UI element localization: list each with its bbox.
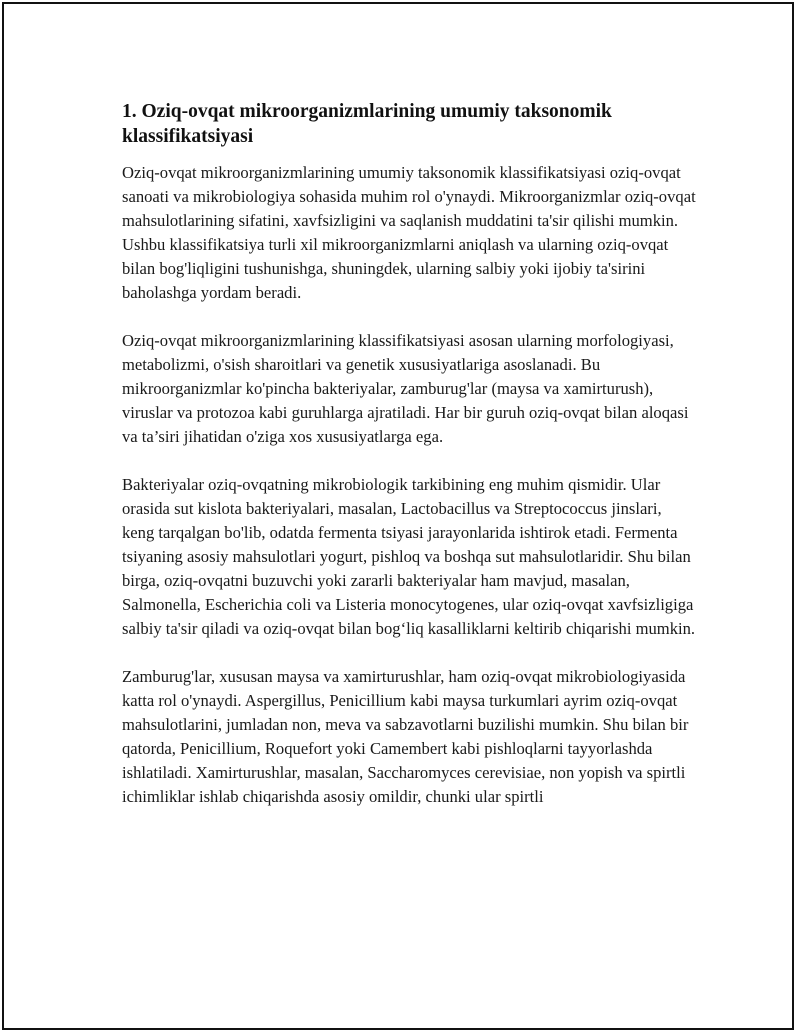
paragraph-1: Oziq-ovqat mikroorganizmlarining umumiy taksonomik klassifikatsiyasi oziq-ovqat sanoati va mikrobiologiya sohasida muhim rol o'ynaydi. Mikroorganizmlar oziq-ovqat mahsulotlarining sifatini, xavfsizligini va saqlanish muddatini ta'sir qilishi mumkin. Ushbu klassifikatsiya turli xil mikroorganizmlarni aniqlash va ularning oziq-ovqat bilan bog'liqligini tushunishga, shuningdek, ularning salbiy yoki ijobiy ta'sirini baholashga yordam beradi. — [122, 163, 696, 302]
paragraph-3: Bakteriyalar oziq-ovqatning mikrobiologik tarkibining eng muhim qismidir. Ular orasida sut kislota bakteriyalari, masalan, Lactobacillus va Streptococcus jinslari, keng tarqalgan bo'lib, odatda fermenta tsiyasi jarayonlarida ishtirok etadi. Fermenta tsiyaning asosiy mahsulotlari yogurt, pishloq va boshqa sut mahsulotlaridir. Shu bilan birga, oziq-ovqatni buzuvchi yoki zararli bakteriyalar ham mavjud, masalan, Salmonella, Escherichia coli va Listeria monocytogenes, ular oziq-ovqat xavfsizligiga salbiy ta'sir qiladi va oziq-ovqat bilan bog‘liq kasalliklarni keltirib chiqarishi mumkin. — [122, 475, 696, 638]
section-heading: 1. Oziq-ovqat mikroorganizmlarining umumiy taksonomik klassifikatsiyasi — [122, 101, 612, 147]
page-frame — [2, 2, 794, 1030]
paragraph-4: Zamburug'lar, xususan maysa va xamirturushlar, ham oziq-ovqat mikrobiologiyasida katta rol o'ynaydi. Aspergillus, Penicillium kabi maysa turkumlari ayrim oziq-ovqat mahsulotlarini, jumladan non, meva va sabzavotlarni buzilishi mumkin. Shu bilan bir qatorda, Penicillium, Roquefort yoki Camembert kabi pishloqlarni tayyorlashda ishlatiladi. Xamirturushlar, masalan, Saccharomyces cerevisiae, non yopish va spirtli ichimliklar ishlab chiqarishda asosiy omildir, chunki ular spirtli — [122, 667, 689, 806]
paragraph-2: Oziq-ovqat mikroorganizmlarining klassifikatsiyasi asosan ularning morfologiyasi, metabolizmi, o'sish sharoitlari va genetik xususiyatlariga asoslanadi. Bu mikroorganizmlar ko'pincha bakteriyalar, zamburug'lar (maysa va xamirturush), viruslar va protozoa kabi guruhlarga ajratiladi. Har bir guruh oziq-ovqat bilan aloqasi va ta’siri jihatidan o'ziga xos xususiyatlarga ega. — [122, 331, 689, 446]
document-body — [122, 99, 697, 809]
